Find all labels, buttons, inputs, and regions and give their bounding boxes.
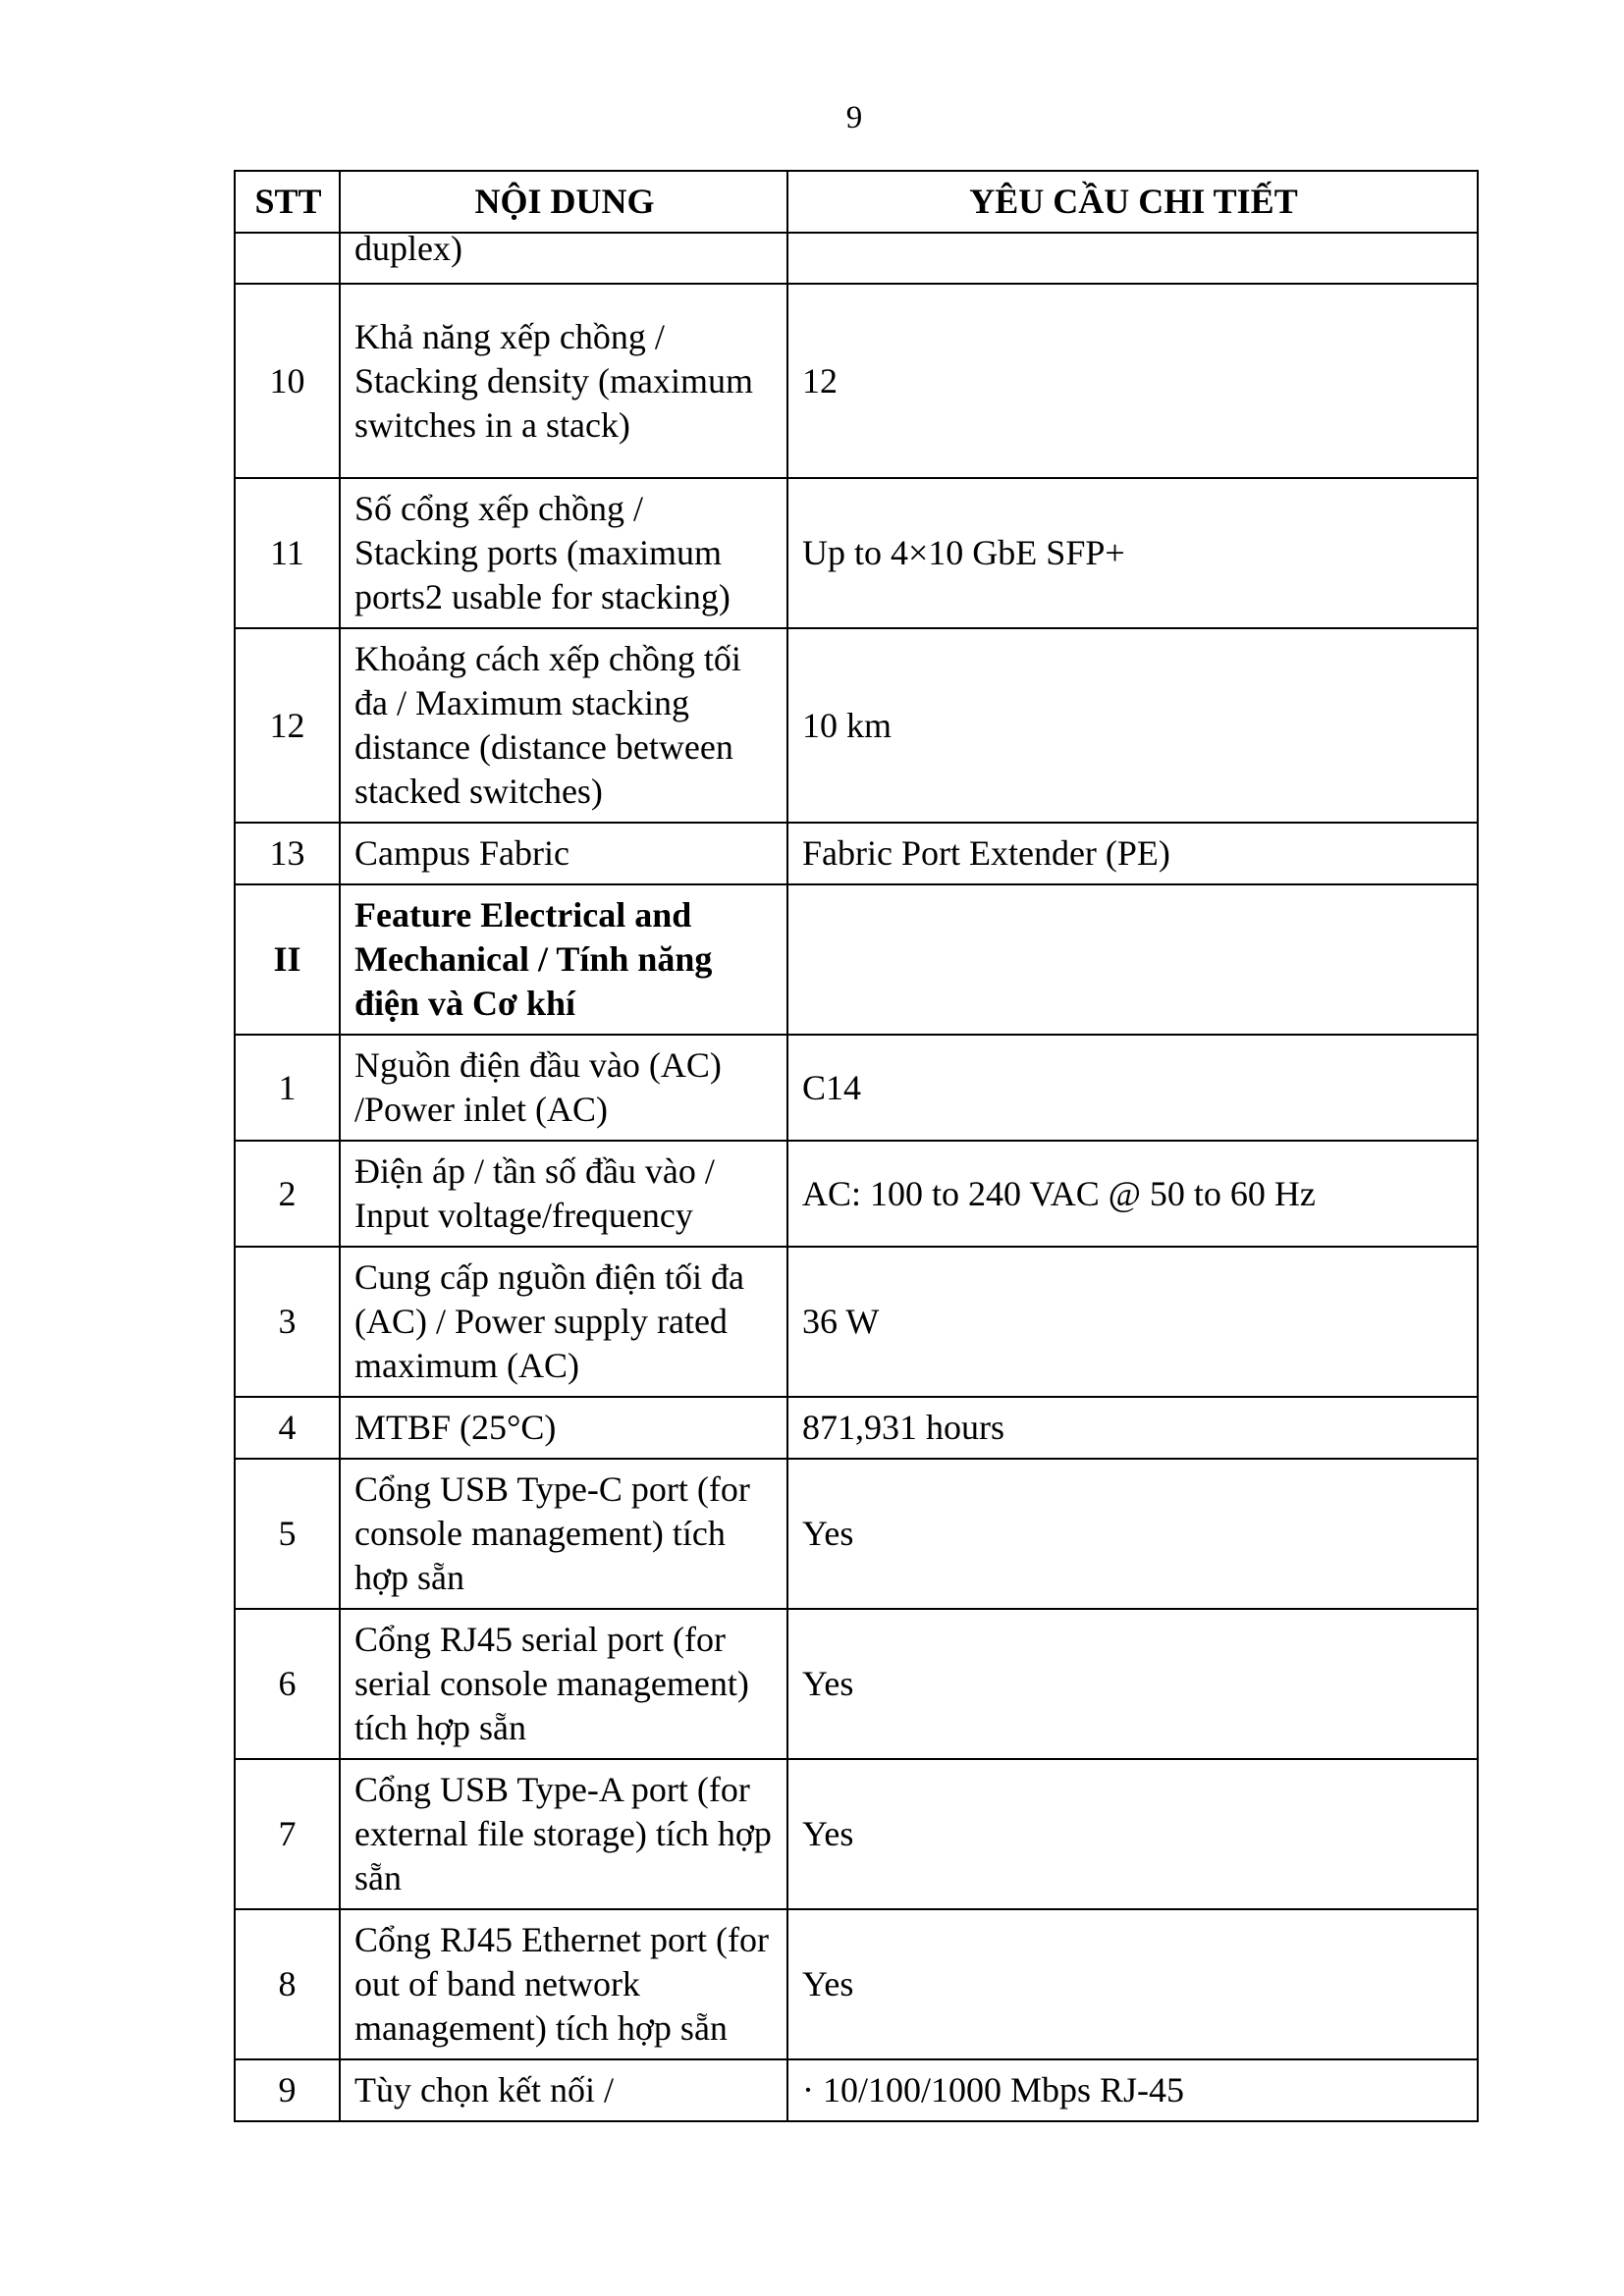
section-title: Feature Electrical and Mechanical / Tính năng điện và Cơ khí [340,884,787,1035]
row-requirement: C14 [787,1035,1478,1141]
row-content: Nguồn điện đầu vào (AC) /Power inlet (AC) [340,1035,787,1141]
row-content: Cung cấp nguồn điện tối đa (AC) / Power supply rated maximum (AC) [340,1247,787,1397]
table-header-row [235,171,1478,233]
row-content: MTBF (25°C) [340,1397,787,1459]
row-stt: 12 [235,628,340,823]
row-requirement: Yes [787,1909,1478,2059]
row-stt [235,233,340,284]
row-requirement: 10 km [787,628,1478,823]
row-stt: 6 [235,1609,340,1759]
table-row [235,1141,1478,1247]
row-requirement: Fabric Port Extender (PE) [787,823,1478,884]
header-content: NỘI DUNG [340,171,787,233]
row-stt: 4 [235,1397,340,1459]
table-row [235,628,1478,823]
table-row [235,823,1478,884]
row-requirement: Yes [787,1759,1478,1909]
row-content: Cổng RJ45 serial port (for serial console management) tích hợp sẵn [340,1609,787,1759]
row-requirement: · 10/100/1000 Mbps RJ-45 [787,2059,1478,2121]
row-content: Số cổng xếp chồng / Stacking ports (maximum ports2 usable for stacking) [340,478,787,628]
row-requirement: AC: 100 to 240 VAC @ 50 to 60 Hz [787,1141,1478,1247]
section-row [235,884,1478,1035]
row-requirement: Yes [787,1459,1478,1609]
row-stt: 9 [235,2059,340,2121]
row-stt: 7 [235,1759,340,1909]
row-stt: 2 [235,1141,340,1247]
row-content: Khoảng cách xếp chồng tối đa / Maximum stacking distance (distance between stacked switches) [340,628,787,823]
row-requirement: Up to 4×10 GbE SFP+ [787,478,1478,628]
table-row [235,478,1478,628]
header-stt: STT [235,171,340,233]
row-requirement: 36 W [787,1247,1478,1397]
table-row [235,1909,1478,2059]
table-row [235,1759,1478,1909]
row-requirement [787,233,1478,284]
header-requirement: YÊU CẦU CHI TIẾT [787,171,1478,233]
row-stt: 11 [235,478,340,628]
row-content: Điện áp / tần số đầu vào / Input voltage/frequency [340,1141,787,1247]
table-row [235,1459,1478,1609]
page-number: 9 [845,100,863,135]
row-requirement: 12 [787,284,1478,478]
row-content: Campus Fabric [340,823,787,884]
row-stt: 3 [235,1247,340,1397]
row-content: Cổng RJ45 Ethernet port (for out of band network management) tích hợp sẵn [340,1909,787,2059]
table-row [235,2059,1478,2121]
table-row [235,1035,1478,1141]
table-row [235,1609,1478,1759]
row-stt: 8 [235,1909,340,2059]
table-row [235,1247,1478,1397]
row-content: Khả năng xếp chồng / Stacking density (maximum switches in a stack) [340,284,787,478]
row-requirement: Yes [787,1609,1478,1759]
row-content: Cổng USB Type-A port (for external file storage) tích hợp sẵn [340,1759,787,1909]
row-stt: 13 [235,823,340,884]
row-content: Tùy chọn kết nối / [340,2059,787,2121]
section-number: II [235,884,340,1035]
row-stt: 1 [235,1035,340,1141]
specification-table [234,170,1479,2122]
row-stt: 10 [235,284,340,478]
row-content: Cổng USB Type-C port (for console management) tích hợp sẵn [340,1459,787,1609]
row-requirement [787,884,1478,1035]
table-row [235,1397,1478,1459]
table-row [235,233,1478,284]
row-requirement: 871,931 hours [787,1397,1478,1459]
row-content: duplex) [340,233,787,284]
row-stt: 5 [235,1459,340,1609]
table-row [235,284,1478,478]
